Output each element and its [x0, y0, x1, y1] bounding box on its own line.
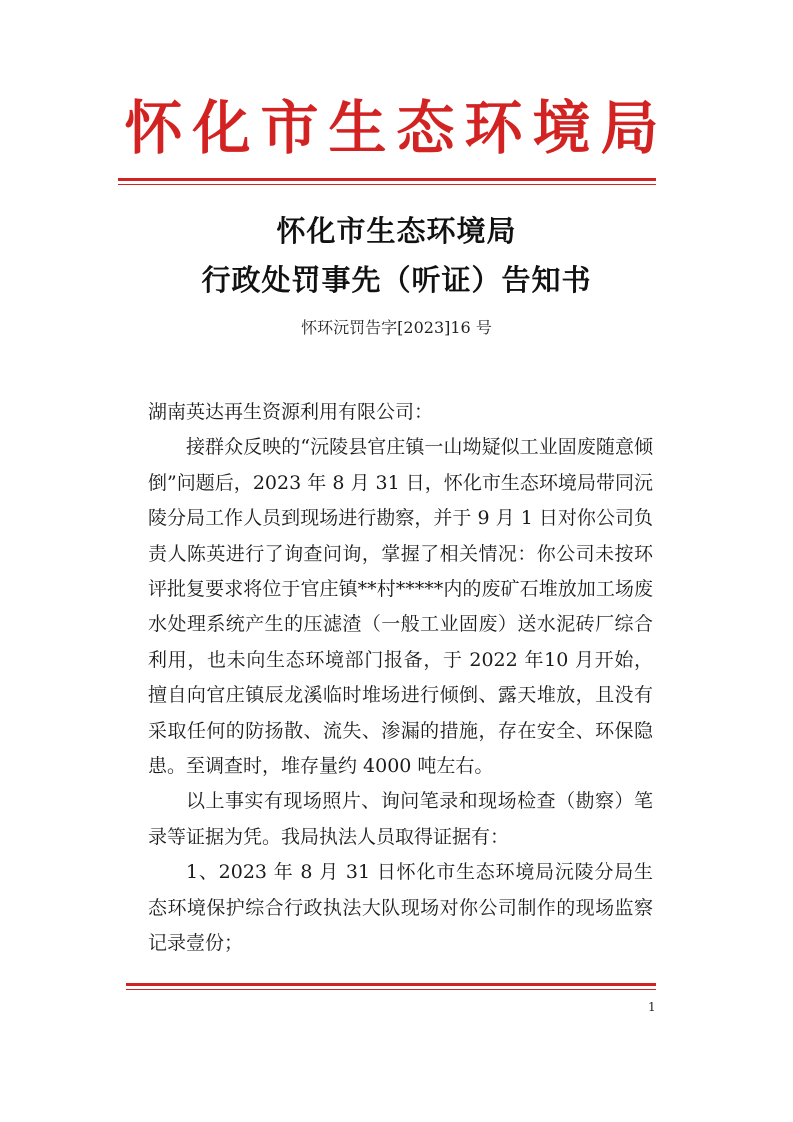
document-title-line2: 行政处罚事先（听证）告知书 — [201, 263, 592, 297]
document-title-line1: 怀化市生态环境局 — [276, 214, 517, 248]
body-paragraph: 接群众反映的“沅陵县官庄镇一山坳疑似工业固废随意倾倒”问题后，2023 年 8 月 31 日，怀化市生态环境局带同沅陵分局工作人员到现场进行勘察，并于 9 月 1 日对你公司负责人陈英进行了询查问询，掌握了相关情况：你公司未按环评批复要求将位于官庄镇**村*****内的废矿石堆放加工场废水处理系统产生的压滤渣（一般工业固废）送水泥砖厂综合利用，也未向生态环境部门报备，于 2022 年10 月开始，擅自向官庄镇辰龙溪临时堆场进行倾倒、露天堆放，且没有采取任何的防扬散、流失、渗漏的措施，存在安全、环保隐患。至调查时，堆存量约 4000 吨左右。 — [148, 436, 653, 778]
document-body — [148, 395, 653, 962]
agency-letterhead-title: 怀化市生态环境局 — [124, 94, 669, 162]
letterhead — [0, 86, 793, 190]
addressee: 湖南英达再生资源利用有限公司： — [148, 401, 434, 423]
header-rule-thin — [118, 184, 656, 185]
body-paragraph: 以上事实有现场照片、询问笔录和现场检查（勘察）笔录等证据为凭。我局执法人员取得证据有： — [148, 790, 653, 848]
footer-rule-thin — [126, 989, 656, 990]
page-number: 1 — [648, 1000, 656, 1014]
header-rule-thick — [118, 178, 656, 181]
document-number: 怀环沅罚告字[2023]16 号 — [301, 318, 492, 337]
body-paragraph: 1、2023 年 8 月 31 日怀化市生态环境局沅陵分局生态环境保护综合行政执法大队现场对你公司制作的现场监察记录壹份； — [148, 861, 653, 955]
footer-rule-thick — [126, 983, 656, 986]
